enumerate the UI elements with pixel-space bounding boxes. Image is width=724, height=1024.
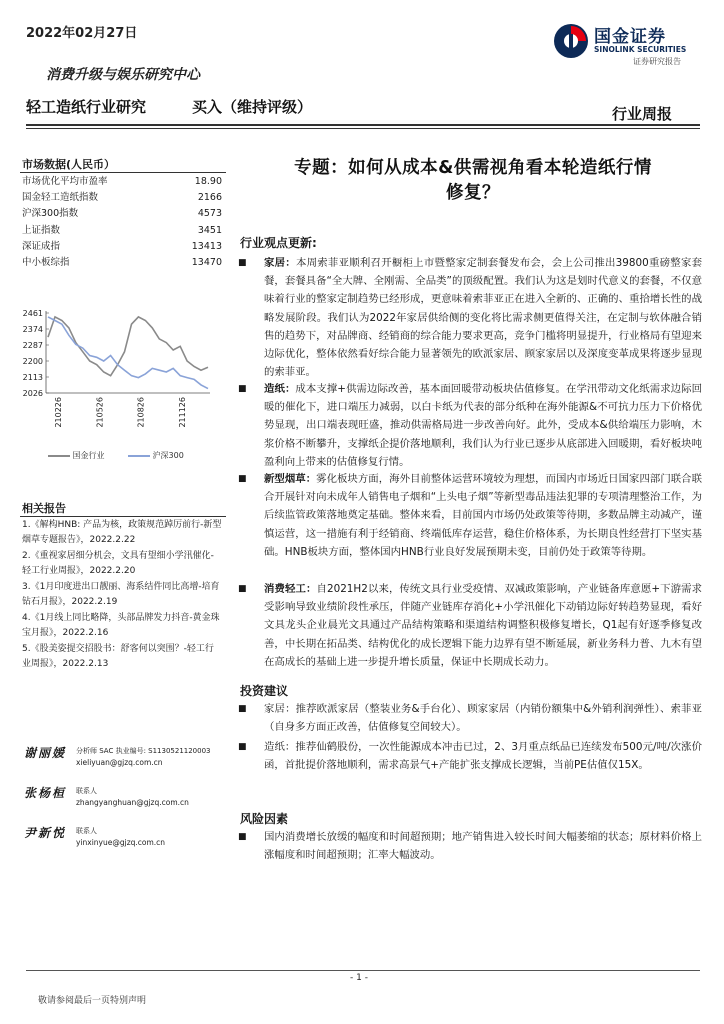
market-row	[22, 174, 222, 190]
page-number: - 1 -	[350, 973, 368, 983]
analyst-name: 尹新悦	[24, 826, 67, 840]
y-tick-label: 2200	[22, 357, 43, 366]
bullet-square-icon: ■	[238, 258, 247, 268]
bullet-text: 国内消费增长放缓的幅度和时间超预期；地产销售进入较长时间大幅萎缩的状态；原材料价格上涨幅度和时间超预期；汇率大幅波动。	[264, 831, 702, 862]
analyst-role: 分析师 SAC 执业编号: S1130521120003	[76, 747, 211, 755]
market-value: 18.90	[194, 176, 222, 187]
legend-line-blue-icon	[128, 452, 150, 460]
related-divider	[20, 516, 226, 517]
bullet-invest-paper	[238, 738, 702, 774]
related-report-item[interactable]: 4.《1月线上同比略降，头部品牌发力抖音-黄金珠宝月报》，2022.2.16	[22, 613, 220, 638]
footer-divider	[26, 970, 700, 971]
report-date: 2022年02月27日	[26, 26, 138, 41]
market-row	[22, 223, 222, 239]
market-value: 13470	[191, 256, 222, 268]
bullet-text: 自2021H2以来，传统文具行业受疫情、双减政策影响，产业链备库意愿+下游需求受影响导致业绩阶段性承压，伴随产业链库存消化+小学汛催化下动销边际好转趋势显现，看好文具龙头企业晨光文具通过产品结构策略和渠道结构调整积极修复增长，Q1起有好逐季修复改善，中长期在拓品类、结构优化的成长逻辑下能力边界有望不断延展，新业务科力普、九木有望在高成长的基础上进一步提升增长质量，保证中长期成长动力。	[264, 583, 703, 668]
legend-industry	[48, 450, 105, 461]
analyst-name: 谢丽媛	[24, 746, 67, 760]
analyst-entry	[24, 782, 224, 822]
bullet-risk	[238, 828, 702, 864]
related-report-item[interactable]: 5.《股美姿提交招股书：舒客何以突围？-轻工行业周报》，2022.2.13	[22, 644, 214, 669]
market-divider	[20, 172, 226, 173]
related-reports-title: 相关报告	[22, 502, 66, 515]
header-divider	[26, 124, 700, 126]
bullet-heading: 家居：	[264, 257, 296, 269]
y-tick-label: 2461	[22, 309, 43, 318]
bullet-text: 成本支撑+供需边际改善，基本面回暖带动板块估值修复。在学汛带动文化纸需求边际回暖的催化下，进口端压力减弱，以白卡纸为代表的部分纸种在海外能源&不可抗力压力下价格优势显现，出口端表现旺盛，推动供需格局进一步改善向好。此外，受成本&供给端压力影响，木浆价格不断攀升，支撑纸企提价落地顺利，我们认为行业已逐步从底部进入回暖期，看好板块吨盈利向上带来的估值修复行情。	[264, 383, 703, 468]
bullet-text: 造纸：推荐仙鹤股份，一次性能源成本冲击已过，2、3月重点纸品已连续发布500元/吨/次涨价函，首批提价落地顺利，需求高景气+产能扩张支撑成长逻辑，当前PE估值仅15X。	[264, 741, 702, 772]
legend-label: 沪深300	[152, 451, 184, 460]
section-invest-title: 投资建议	[240, 684, 289, 698]
report-title-line2: 修复？	[446, 183, 500, 203]
market-label: 沪深300指数	[22, 208, 79, 220]
market-data-title: 市场数据(人民币）	[22, 158, 116, 171]
section-risk-title: 风险因素	[240, 812, 289, 826]
x-tick-label: 210826	[136, 397, 146, 428]
market-value: 4573	[197, 208, 222, 220]
market-label: 上证指数	[22, 224, 61, 236]
bullet-invest-home	[238, 700, 702, 736]
bullet-heading: 造纸：	[264, 383, 296, 395]
market-row	[22, 190, 222, 206]
bullet-consumer	[238, 580, 702, 671]
bullet-heading: 消费轻工：	[264, 583, 317, 595]
industry-title: 轻工造纸行业研究	[26, 98, 147, 116]
market-row	[22, 239, 222, 255]
related-report-item[interactable]: 3.《1月印度进出口靓丽、海系结件同比高增-培育钻石月报》，2022.2.19	[22, 582, 220, 607]
header-divider-thin	[26, 128, 700, 129]
analyst-entry	[24, 822, 224, 862]
market-label: 市场优化平均市盈率	[22, 176, 108, 187]
logo-mark-icon	[552, 22, 590, 60]
y-tick-label: 2374	[22, 325, 43, 334]
section-view-title: 行业观点更新:	[240, 236, 317, 250]
market-label: 中小板综指	[22, 256, 70, 268]
x-tick-label: 210226	[54, 397, 63, 428]
report-title	[240, 156, 706, 206]
bullet-square-icon: ■	[238, 474, 247, 484]
analyst-email[interactable]: xieliyuan@gjzq.com.cn	[76, 758, 163, 767]
analyst-email[interactable]: yinxinyue@gjzq.com.cn	[76, 838, 166, 847]
analyst-entry	[24, 742, 224, 782]
rating-label: 买入（维持评级）	[192, 98, 313, 116]
bullet-heading: 新型烟草：	[264, 473, 317, 485]
logo-en: SINOLINK SECURITIES	[594, 45, 687, 54]
y-tick-label: 2113	[22, 373, 43, 382]
related-report-item[interactable]: 2.《重视家居细分机会，文具有望细小学汛催化-轻工行业周报》，2022.2.20	[22, 551, 214, 576]
logo-subtitle: 证券研究报告	[633, 57, 681, 66]
analyst-role: 联系人	[76, 787, 97, 795]
market-value: 13413	[191, 240, 222, 252]
bullet-square-icon: ■	[238, 704, 247, 714]
bullet-square-icon: ■	[238, 384, 247, 394]
bullet-square-icon: ■	[238, 742, 247, 752]
market-value: 3451	[197, 224, 222, 236]
y-tick-label: 2287	[22, 341, 43, 350]
bullet-home	[238, 254, 702, 381]
analyst-list	[24, 742, 224, 862]
market-value: 2166	[197, 192, 222, 204]
research-center-name: 消费升级与娱乐研究中心	[46, 67, 200, 83]
analyst-name: 张杨桓	[24, 786, 67, 800]
bullet-square-icon: ■	[238, 584, 247, 594]
logo-cn: 国金证券	[594, 27, 666, 47]
legend-hs300	[128, 450, 184, 461]
report-type: 行业周报	[612, 105, 673, 123]
market-data-table	[22, 174, 222, 271]
market-label: 深证成指	[22, 240, 61, 252]
bullet-text: 家居：推荐欧派家居（整装业务&手台化）、顾家家居（内销份额集中&外销利润弹性）、索菲亚（自身多方面正改善，估值修复空间较大）。	[264, 703, 702, 734]
legend-label: 国金行业	[72, 451, 105, 460]
bullet-text: 本周索菲亚顺利召开橱柜上市暨整家定制套餐发布会，会上公司推出39800重磅整家套餐，套餐具备“全大牌、全刚需、全品类”的顶级配置。我们认为这是划时代意义的套餐，不仅意味着行业的整家定制趋势已经形成，更意味着索菲亚正在进入全新的、正确的、重拾增长性的战略发展阶段。我们认为2022年家居供给侧的变化将比需求侧更值得关注，在定制与软体融合销售的趋势下，对品牌商、经销商的综合能力要求更高，竞争门槛将明显提升，行业格局有望迎来边际优化，整体依然看好综合能力显著领先的欧派家居、顾家家居以及深度变革成果将逐步显现的索菲亚。	[264, 257, 702, 379]
market-row	[22, 255, 222, 271]
market-label: 国金轻工造纸指数	[22, 192, 99, 204]
bullet-tobacco	[238, 470, 702, 561]
y-tick-label: 2026	[22, 389, 43, 398]
x-tick-label: 210526	[95, 397, 105, 428]
footer-disclaimer: 敬请参阅最后一页特别声明	[38, 996, 147, 1006]
index-line-chart	[18, 305, 224, 465]
legend-line-gray-icon	[48, 452, 70, 460]
series-line-industry	[48, 317, 208, 376]
report-title-line1: 专题：如何从成本&供需视角看本轮造纸行情	[294, 158, 652, 178]
related-report-item[interactable]: 1.《解构HNB: 产品为核，政策规范踔厉前行-新型烟草专题报告》，2022.2.22	[22, 520, 222, 545]
chart-svg	[18, 305, 224, 465]
analyst-role: 联系人	[76, 827, 97, 835]
related-reports-list	[22, 518, 222, 673]
bullet-text: 雾化板块方面，海外目前整体运营环境较为理想，而国内市场近日国家四部门联合联合开展针对向未成年人销售电子烟和“上头电子烟”等新型毒品违法犯罪的专项清理整治工作，为后续监管政策落地奠定基础。整体来看，目前国内市场仍处政策等待期，多数品牌主动减产，谨慎运营，这一措施有利于经销商、终端低库存运营，稳住价格体系，为长期良性经营打下坚实基础。HNB板块方面，整体国内HNB行业良好发展预期未变，目前仍处于政策等待期。	[264, 473, 703, 558]
x-tick-label: 211126	[178, 397, 187, 428]
market-row	[22, 206, 222, 222]
bullet-square-icon: ■	[238, 832, 247, 842]
analyst-email[interactable]: zhangyanghuan@gjzq.com.cn	[76, 798, 189, 807]
bullet-paper	[238, 380, 702, 471]
